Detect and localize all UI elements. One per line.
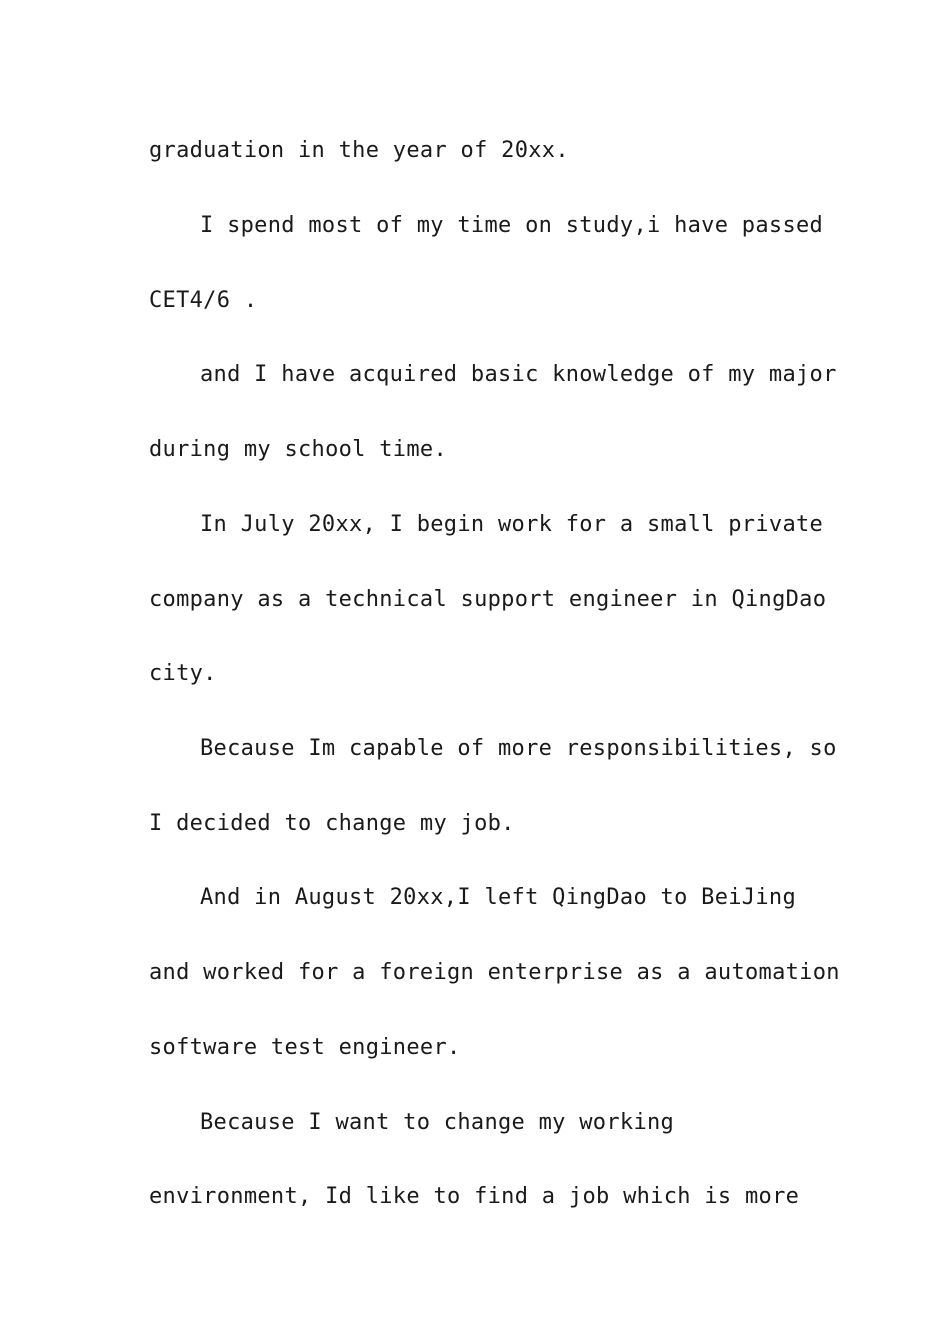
text-line: Because I want to change my working [200,1110,675,1135]
text-line: And in August 20xx,I left QingDao to BeiJing [200,885,796,910]
text-line: I spend most of my time on study,i have passed [200,213,824,238]
text-line: Because Im capable of more responsibilities, so [200,736,837,761]
text-line: and worked for a foreign enterprise as a automation [149,960,840,985]
text-line: environment, Id like to find a job which is more [149,1184,800,1209]
text-line: company as a technical support engineer in QingDao [149,587,827,612]
text-line: during my school time. [149,437,447,462]
text-line: CET4/6 . [149,288,258,313]
text-line: graduation in the year of 20xx. [149,138,569,163]
text-line: I decided to change my job. [149,811,515,836]
text-line: and I have acquired basic knowledge of my major [200,362,837,387]
text-line: In July 20xx, I begin work for a small private [200,512,824,537]
text-line: software test engineer. [149,1035,461,1060]
text-line: city. [149,661,217,686]
